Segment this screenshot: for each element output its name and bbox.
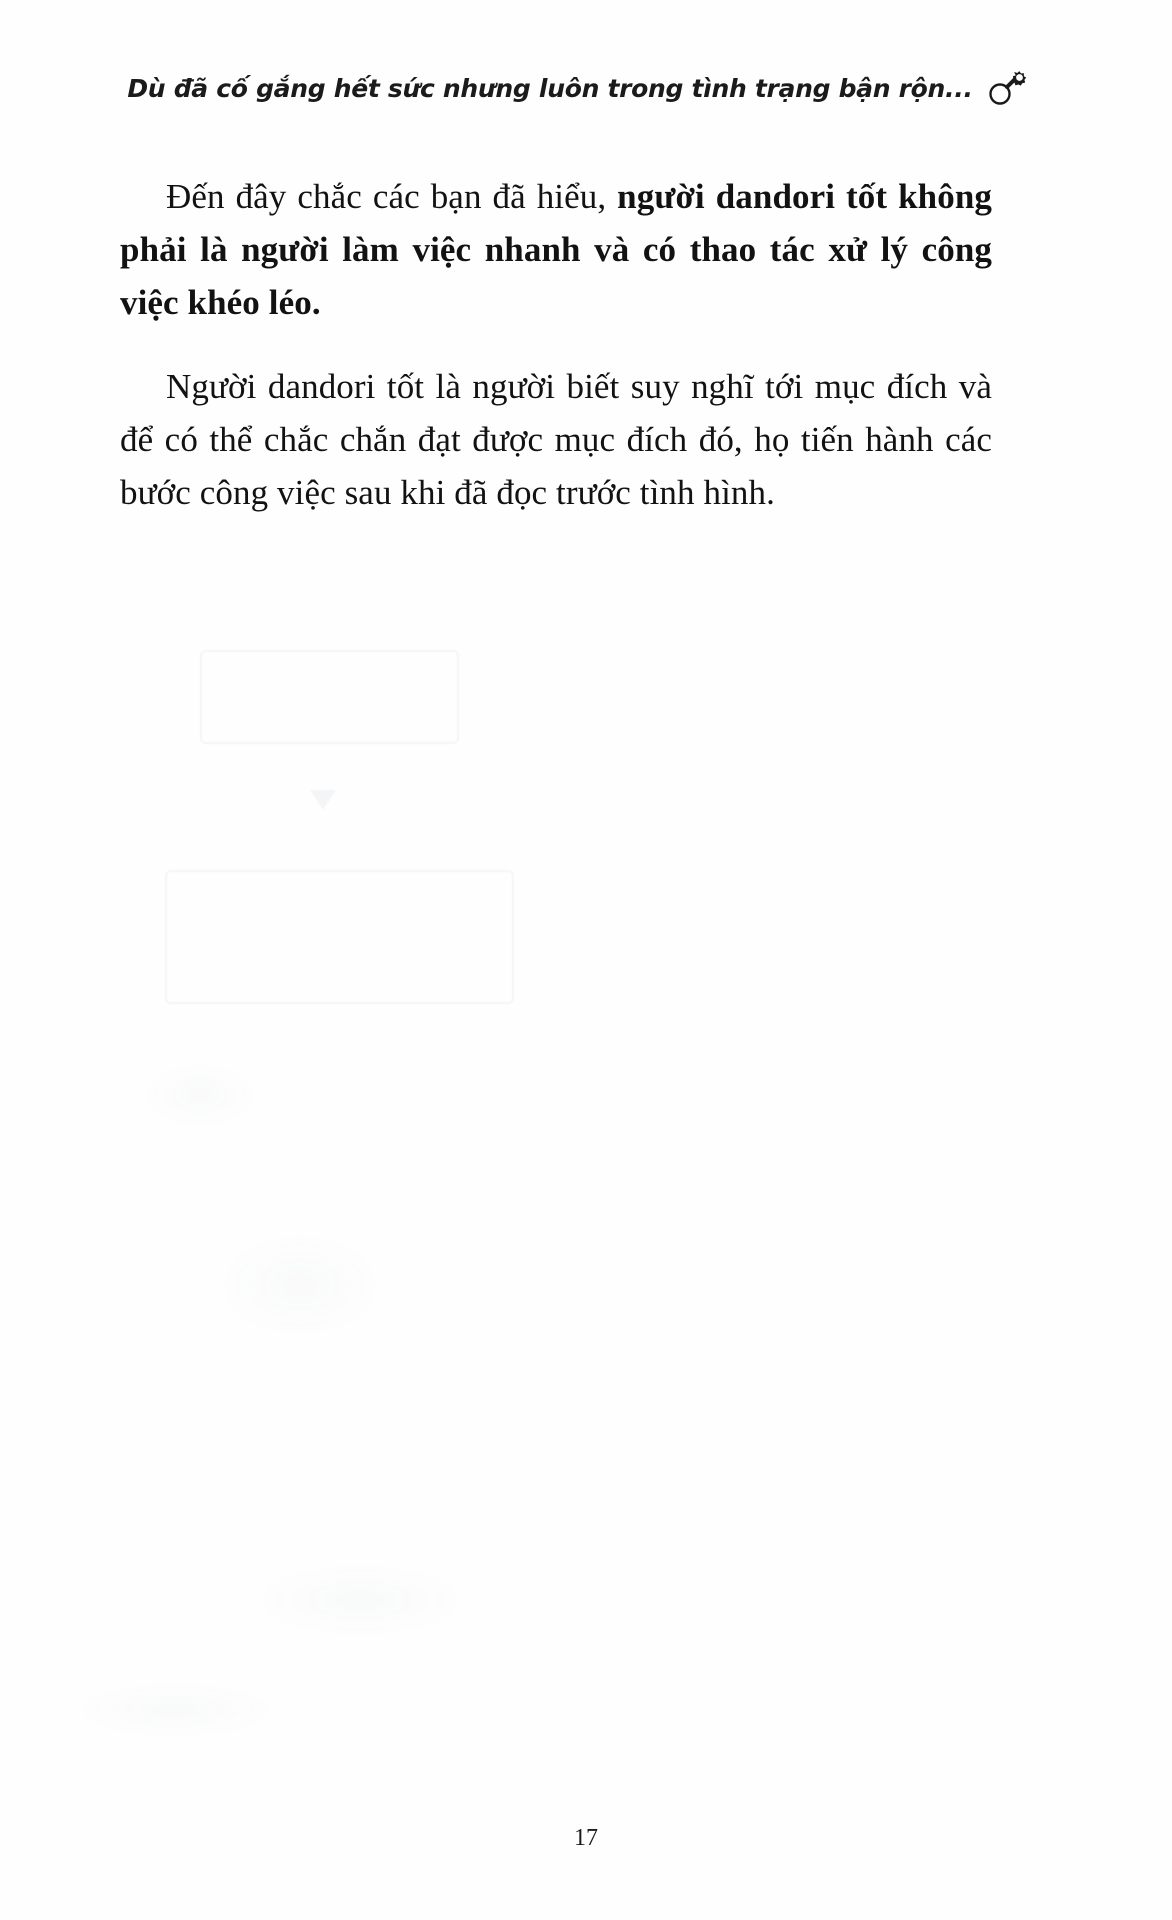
ghost-smudge-3: [70, 1680, 280, 1740]
running-head-title: Dù đã cố gắng hết sức nhưng luôn trong tình trạng bận rộn...: [127, 73, 973, 103]
page-number: 17: [574, 1825, 598, 1851]
ghost-smudge-1: [215, 1230, 385, 1340]
running-head-inner: [127, 65, 1028, 111]
paragraph-2: Người dandori tốt là người biết suy nghĩ tới mục đích và để có thể chắc chắn đạt được mục đích đó, họ tiến hành các bước công việc sau khi đã đọc trước tình hình.: [120, 366, 992, 512]
running-head: [0, 58, 1172, 118]
ghost-smudge-2: [250, 1560, 470, 1640]
ghost-arrow-1: [310, 790, 336, 810]
paragraph-spacer: [120, 344, 992, 360]
page-content: [120, 170, 992, 533]
magnifier-gear-icon: [983, 67, 1029, 113]
paragraph-1-bold: người dandori tốt không phải là người làm việc nhanh và có thao tác xử lý công việc khéo léo.: [120, 177, 992, 323]
ghost-box-1: [200, 650, 459, 744]
paragraph-1-plain: Đến đây chắc các bạn đã hiểu,: [166, 177, 618, 216]
ghost-smudge-4: [140, 1060, 260, 1130]
paragraph-1: [120, 170, 992, 330]
ghost-box-2: [165, 870, 514, 1004]
